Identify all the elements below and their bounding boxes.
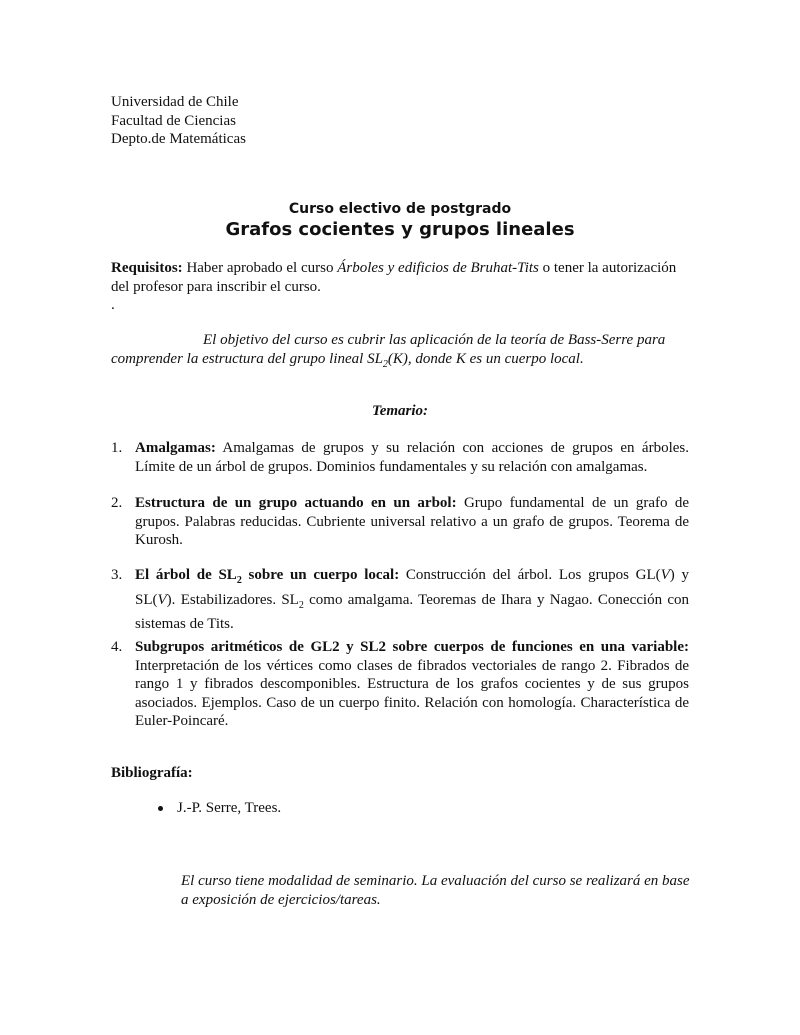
item-title: Subgrupos aritméticos de GL2 y SL2 sobre cuerpos de funciones en una variable: (135, 639, 689, 655)
item-title-before: El árbol de SL (135, 567, 237, 583)
bibliography-entry-text: J.-P. Serre, Trees. (177, 800, 282, 816)
objective-text-before: comprender la estructura del grupo lineal SL (111, 350, 383, 367)
stray-dot: . (111, 297, 115, 313)
item-number: 3. (111, 567, 123, 583)
bibliography-heading: Bibliografía: (111, 765, 193, 781)
item-title (135, 567, 400, 586)
item-number: 2. (111, 495, 123, 511)
syllabus-heading: Temario: (371, 403, 429, 419)
closing-note: El curso tiene modalidad de seminario. La evaluación del curso se realizará en base a exposición de ejercicios/tareas. (181, 873, 690, 908)
syllabus-item (111, 439, 689, 476)
requirements-course: Árboles y edificios de Bruhat-Tits (337, 260, 539, 276)
syllabus-item (111, 638, 689, 731)
requirements-text-after: o tener la autorización del profesor para inscribir el curso. (111, 260, 677, 295)
objective-line-2 (111, 350, 689, 375)
item-number: 4. (111, 639, 123, 655)
bullet-icon (158, 806, 163, 811)
item-title: Estructura de un grupo actuando en un arbol: (135, 495, 457, 511)
item-title-after: sobre un cuerpo local: (241, 567, 400, 583)
item-text-part: Construcción del árbol. Los grupos GL( (399, 567, 661, 583)
requirements-paragraph (111, 259, 691, 297)
item-text: Grupo fundamental de un grafo de grupos. Palabras reducidas. Cubriente universal relativo a un grafo de grupos. Teorema de Kurosh. (135, 495, 690, 548)
course-title: Grafos cocientes y grupos lineales (225, 219, 575, 240)
department-name: Depto.de Matemáticas (111, 131, 246, 147)
course-subtitle: Curso electivo de postgrado (288, 201, 512, 217)
item-text: Amalgamas de grupos y su relación con acciones de grupos en árboles. Límite de un árbol de grupos. Dominios fundamentales y su relación con amalgamas. (135, 440, 689, 475)
objective-line-1: El objetivo del curso es cubrir las aplicación de la teoría de Bass-Serre para (203, 332, 666, 348)
syllabus-item (111, 494, 689, 550)
item-text-part: ). Estabilizadores. SL (166, 591, 299, 608)
requirements-text-before: Haber aprobado el curso (182, 260, 338, 276)
item-number: 1. (111, 440, 123, 456)
institution-block (111, 93, 246, 149)
bibliography-entry (158, 800, 281, 817)
item-body (135, 439, 689, 476)
item-title: Amalgamas: (135, 440, 216, 456)
item-text-part: como amalgama. Teoremas de Ihara y Nagao. Conección con sistemas de Tits. (135, 591, 689, 632)
syllabus-item (111, 566, 689, 634)
item-text-subscript: 2 (298, 599, 304, 611)
faculty-name: Facultad de Ciencias (111, 112, 236, 129)
item-text-italic: V (660, 567, 670, 583)
requirements-label: Requisitos: (111, 260, 183, 276)
item-body (135, 566, 689, 634)
item-body (135, 638, 689, 731)
objective-paragraph (111, 331, 689, 374)
item-title-subscript: 2 (236, 575, 242, 586)
item-text: Interpretación de los vértices como clases de fibrados vectoriales de rango 2. Fibrados de rango 1 y fibrados descomponibles. Estructura de los grafos cocientes y de sus grupos asociados. Ejemplos. Caso de un cuerpo finito. Relación con homología. Characterística de Euler-Poincaré. (135, 657, 689, 729)
university-name: Universidad de Chile (111, 94, 239, 110)
objective-text-after: (K), donde K es un cuerpo local. (387, 350, 584, 367)
item-text-part: ) y SL( (135, 567, 689, 608)
item-text-italic: V (157, 591, 167, 608)
objective-subscript: 2 (382, 358, 388, 370)
item-body (135, 494, 689, 550)
